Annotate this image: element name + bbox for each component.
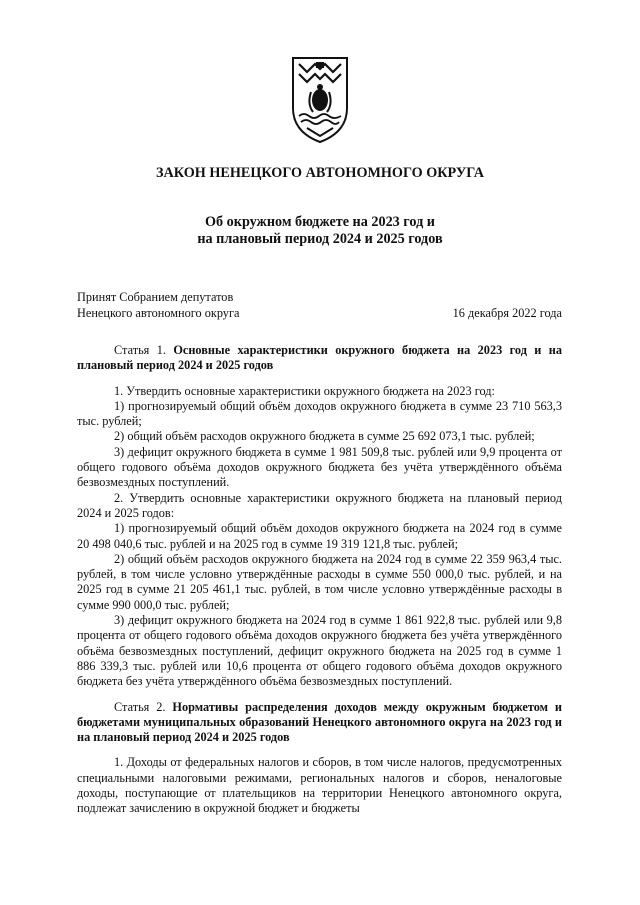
article-1-paragraph: 1) прогнозируемый общий объём доходов окружного бюджета на 2024 год в сумме 20 498 040,6 тыс. рублей и на 2025 год в сумме 19 319 121,8 тыс. рублей;	[77, 521, 562, 551]
law-subject-line-2: на плановый период 2024 и 2025 годов	[197, 231, 443, 247]
article-1-label: Статья 1.	[114, 343, 174, 357]
law-title: ЗАКОН НЕНЕЦКОГО АВТОНОМНОГО ОКРУГА	[156, 165, 484, 181]
article-1-paragraph: 2. Утвердить основные характеристики окружного бюджета на плановый период 2024 и 2025 годов:	[77, 490, 562, 520]
article-1-heading	[77, 343, 562, 374]
article-2-label: Статья 2.	[114, 699, 173, 714]
article-1-paragraph: 1) прогнозируемый общий объём доходов окружного бюджета в сумме 23 710 563,3 тыс. рублей;	[77, 398, 562, 429]
law-subject	[0, 214, 640, 248]
law-subject-line-1: Об окружном бюджете на 2023 год и	[205, 214, 435, 230]
article-1-paragraph: 2) общий объём расходов окружного бюджета в сумме 25 692 073,1 тыс. рублей;	[114, 429, 535, 444]
article-1-paragraph: 1. Утвердить основные характеристики окружного бюджета на 2023 год:	[114, 383, 495, 398]
adoption-date: 16 декабря 2022 года	[452, 305, 562, 320]
article-1-paragraph: 3) дефицит окружного бюджета на 2024 год в сумме 1 861 922,8 тыс. рублей или 9,8 процента от общего годового объёма доходов окружного бюджета без учёта утверждённого объёма безвозмездных поступлений, дефицит окружного бюджета на 2025 год в сумме 1 886 339,3 тыс. рублей или 10,6 процента от общего годового объёма доходов окружного бюджета без учёта утверждённого объёма безвозмездных поступлений.	[77, 613, 562, 689]
article-1-paragraph: 2) общий объём расходов окружного бюджета на 2024 год в сумме 22 359 963,4 тыс. рублей, в том числе условно утверждённые расходы в сумме 550 000,0 тыс. рублей, и на 2025 год в сумме 21 205 461,1 тыс. рублей, в том числе условно утверждённые расходы в сумме 990 000,0 тыс. рублей;	[77, 551, 562, 612]
article-1-title: Основные характеристики окружного бюджета на 2023 год и на плановый период 2024 и 2025 годов	[77, 343, 562, 373]
adopted-by-line-2: Ненецкого автономного округа	[77, 305, 240, 320]
adopted-by	[77, 290, 239, 321]
article-2-heading	[77, 700, 562, 746]
coat-of-arms-emblem	[289, 52, 351, 146]
article-1-paragraph: 3) дефицит окружного бюджета в сумме 1 981 509,8 тыс. рублей или 9,9 процента от общего годового объёма доходов окружного бюджета без учёта утверждённого объёма безвозмездных поступлений.	[77, 444, 562, 490]
article-2-title: Нормативы распределения доходов между окружным бюджетом и бюджетами муниципальных образований Ненецкого автономного округа на 2023 год и на плановый период 2024 и 2025 годов	[77, 699, 562, 745]
adopted-by-line-1: Принят Собранием депутатов	[77, 290, 234, 304]
article-2-paragraph: 1. Доходы от федеральных налогов и сборов, в том числе налогов, предусмотренных специальными налоговыми режимами, региональных налогов и сборов, неналоговые доходы, поступающие от плательщиков на территории Ненецкого автономного округа, подлежат зачислению в окружной бюджет и бюджеты	[77, 755, 562, 816]
law-body	[77, 343, 562, 817]
